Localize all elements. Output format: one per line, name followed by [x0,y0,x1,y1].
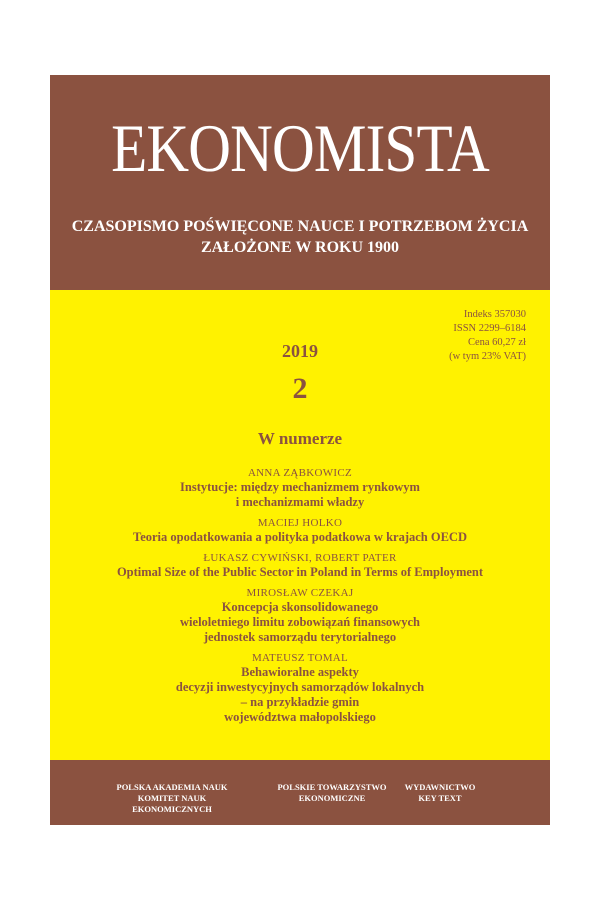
article-author: MACIEJ HOLKO [257,517,343,529]
article-author: ANNA ZĄBKOWICZ [247,467,353,479]
article-title: Koncepcja skonsolidowanego [221,600,379,614]
article-entry [50,551,550,580]
contents-heading: W numerze [257,429,343,448]
publisher-line: POLSKIE TOWARZYSTWO [277,782,387,792]
article-entry [50,651,550,725]
article-title: województwa małopolskiego [224,710,376,724]
publisher-pte [272,782,392,804]
publisher-pan [102,782,242,815]
journal-title: EKONOMISTA [111,110,489,186]
article-title: jednostek samorządu terytorialnego [203,630,397,644]
journal-subtitle [50,216,550,258]
issue-number: 2 [292,372,308,405]
header-band [50,75,550,290]
article-title: – na przykładzie gmin [240,695,360,709]
article-title: decyzji inwestycyjnych samorządów lokalnych [175,680,425,694]
publisher-line: KEY TEXT [418,793,462,803]
index-number: Indeks 357030 [463,309,526,320]
issn: ISSN 2299–6184 [453,323,526,334]
publisher-line: EKONOMICZNE [298,793,366,803]
price: Cena 60,27 zł [467,337,526,348]
article-entry [50,586,550,645]
article-author: ŁUKASZ CYWIŃSKI, ROBERT PATER [203,552,397,564]
article-author: MIROSŁAW CZEKAJ [246,587,354,599]
article-title: Optimal Size of the Public Sector in Poland in Terms of Employment [116,565,484,579]
publishers-band [50,760,550,825]
publisher-line: KOMITET NAUK EKONOMICZNYCH [132,793,212,814]
table-of-contents [50,466,550,731]
issue-year: 2019 [282,341,318,361]
article-entry [50,516,550,545]
article-title: Teoria opodatkowania a polityka podatkowa w krajach OECD [133,530,467,544]
article-entry [50,466,550,510]
article-title: i mechanizmami władzy [235,495,365,509]
article-title: Instytucje: między mechanizmem rynkowym [180,480,420,494]
publisher-line: POLSKA AKADEMIA NAUK [116,782,228,792]
subtitle-line: CZASOPISMO POŚWIĘCONE NAUCE I POTRZEBOM ŻYCIA [71,218,529,235]
subtitle-line: ZAŁOŻONE W ROKU 1900 [200,239,400,256]
publisher-line: WYDAWNICTWO [404,782,476,792]
publisher-key-text [390,782,490,804]
article-title: wieloletniego limitu zobowiązań finansowych [180,615,420,629]
article-author: MATEUSZ TOMAL [251,652,349,664]
article-title: Behawioralne aspekty [241,665,359,679]
vat-note: (w tym 23% VAT) [449,351,526,362]
journal-cover [50,75,550,825]
